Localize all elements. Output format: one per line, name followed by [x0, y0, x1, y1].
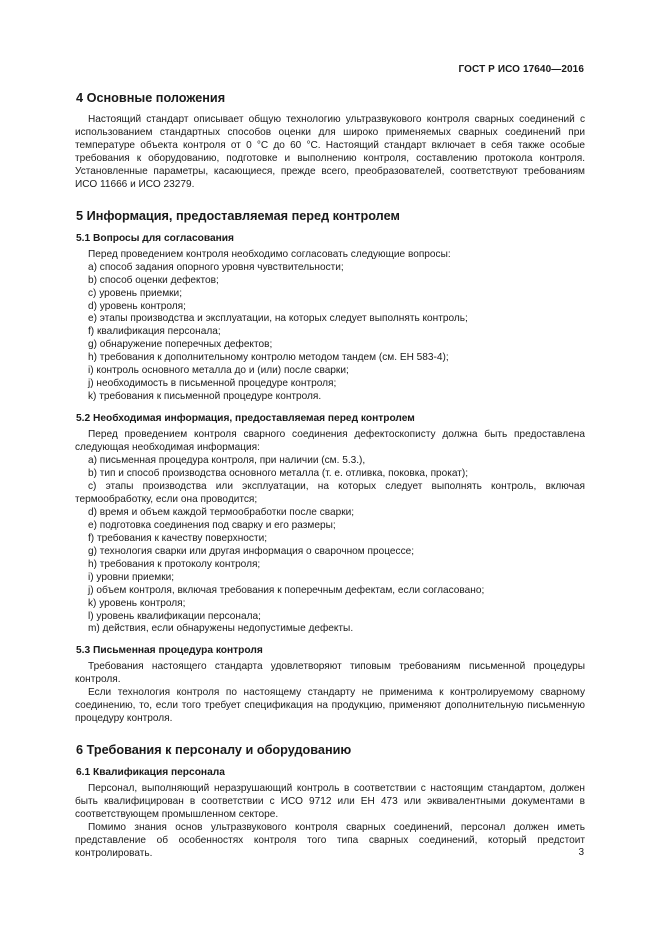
- list-item: f) требования к качеству поверхности;: [88, 532, 268, 544]
- list-item: g) обнаружение поперечных дефектов;: [88, 339, 273, 351]
- list-item: k) требования к письменной процедуре контроля.: [88, 391, 322, 403]
- section-5-title: 5 Информация, предоставляемая перед контролем: [76, 208, 400, 223]
- list-item: b) способ оценки дефектов;: [88, 274, 219, 286]
- list-item: h) требования к дополнительному контролю методом тандем (см. ЕН 583-4);: [88, 352, 449, 364]
- list-item: i) контроль основного металла до и (или) после сварки;: [88, 365, 349, 377]
- list-item: a) способ задания опорного уровня чувствительности;: [88, 261, 344, 273]
- section-5-3-paragraph-2: Если технология контроля по настоящему стандарту не применима к контролируемому сварному соединению, то, если того требует спецификация на продукцию, применяют дополнительную письменную процедуру контроля.: [75, 687, 585, 725]
- section-5-3-title: 5.3 Письменная процедура контроля: [76, 645, 263, 657]
- list-item: a) письменная процедура контроля, при наличии (см. 5.3.),: [88, 455, 366, 467]
- list-item: g) технология сварки или другая информация о сварочном процессе;: [88, 545, 415, 557]
- list-item: f) квалификация персонала;: [88, 326, 221, 338]
- list-item: m) действия, если обнаружены недопустимые дефекты.: [88, 623, 354, 635]
- list-item: j) объем контроля, включая требования к поперечным дефектам, если согласовано;: [88, 584, 485, 596]
- list-item: l) уровень квалификации персонала;: [88, 610, 261, 622]
- list-item: b) тип и способ производства основного металла (т. е. отливка, поковка, прокат);: [88, 468, 469, 480]
- list-item: k) уровень контроля;: [88, 597, 186, 609]
- list-item: c) этапы производства или эксплуатации, на которых следует выполнять контроль, включая термообработку, если она проводится;: [75, 480, 585, 505]
- list-item: h) требования к протоколу контроля;: [88, 558, 261, 570]
- section-6-title: 6 Требования к персоналу и оборудованию: [76, 743, 352, 758]
- section-5-1-title: 5.1 Вопросы для согласования: [76, 232, 235, 244]
- section-5-1-intro: Перед проведением контроля необходимо согласовать следующие вопросы:: [88, 248, 451, 260]
- section-5-2-title: 5.2 Необходимая информация, предоставляемая перед контролем: [76, 413, 415, 425]
- list-item: e) подготовка соединения под сварку и его размеры;: [88, 519, 336, 531]
- page-content: [75, 90, 585, 861]
- list-item: d) время и объем каждой термообработки после сварки;: [88, 506, 355, 518]
- list-item: d) уровень контроля;: [88, 300, 186, 312]
- section-4-title: 4 Основные положения: [76, 91, 226, 105]
- list-item: c) уровень приемки;: [88, 287, 183, 299]
- document-header-id: ГОСТ Р ИСО 17640—2016: [458, 64, 584, 75]
- section-5-3-paragraph-1: Требования настоящего стандарта удовлетворяют типовым требованиям письменной процедуры контроля.: [75, 661, 585, 686]
- section-6-1-paragraph-1: Персонал, выполняющий неразрушающий контроль в соответствии с настоящим стандартом, должен быть квалифицирован в соответствии с ИСО 9712 или ЕН 473 или эквивалентными документами в соответствующем промышленном секторе.: [75, 783, 585, 821]
- section-5-1-list: [75, 262, 585, 404]
- list-item: i) уровни приемки;: [88, 571, 175, 583]
- section-5-2-intro: Перед проведением контроля сварного соединения дефектоскописту должна быть предоставлена следующая необходимая информация:: [75, 429, 585, 454]
- list-item: e) этапы производства и эксплуатации, на которых следует выполнять контроль;: [88, 313, 468, 325]
- section-4-text: Настоящий стандарт описывает общую технологию ультразвукового контроля сварных соединений с использованием стандартных способов оценки для широко применяемых сварных соединений при температуре объекта контроля от 0 °С до 60 °С. Настоящий стандарт включает в себя также особые требования к оборудованию, подготовке и выполнению контроля, составлению протокола контроля. Установленные параметры, касающиеся, прежде всего, преобразователей, соответствуют требованиям ИСО 11666 и ИСО 23279.: [75, 114, 585, 190]
- section-5-2-list: [75, 455, 585, 636]
- page-number: 3: [578, 847, 584, 858]
- list-item: j) необходимость в письменной процедуре контроля;: [88, 378, 337, 390]
- section-6-1-paragraph-2: Помимо знания основ ультразвукового контроля сварных соединений, персонал должен иметь представление об особенностях контроля того типа сварных соединений, который предстоит контролировать.: [75, 822, 585, 859]
- section-6-1-title: 6.1 Квалификация персонала: [76, 767, 225, 779]
